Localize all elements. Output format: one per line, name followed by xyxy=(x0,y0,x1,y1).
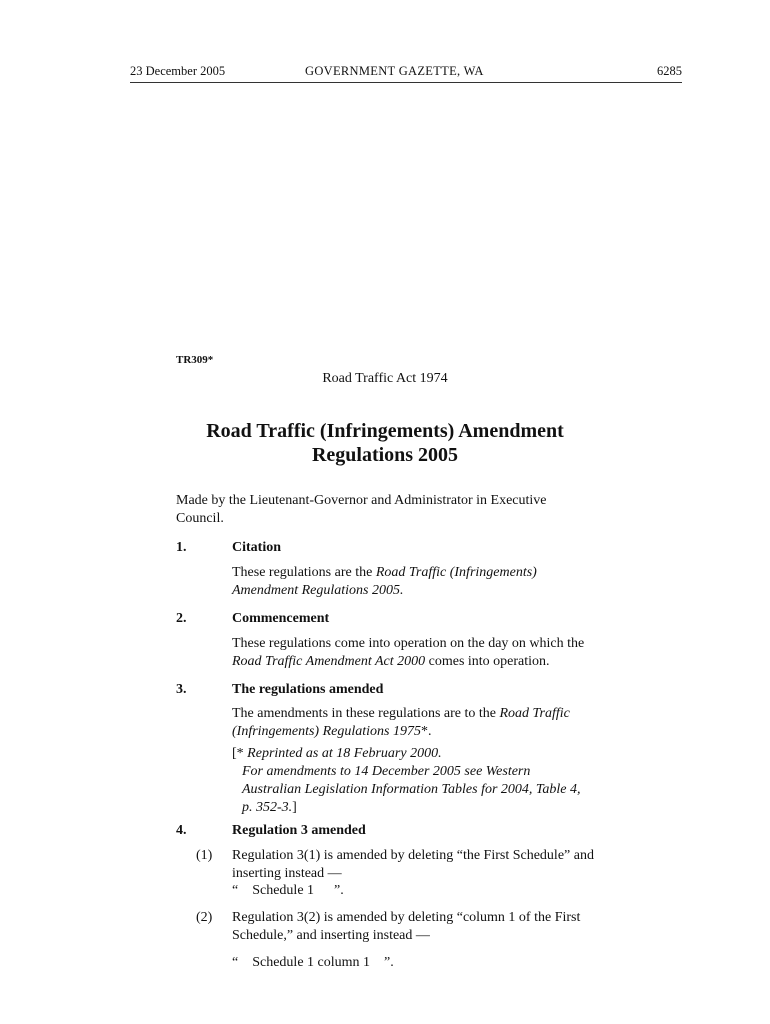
header-date: 23 December 2005 xyxy=(130,64,226,78)
body-text: These regulations are the xyxy=(232,565,376,580)
enacting-line-1: Made by the Lieutenant-Governor and Administrator in Executive xyxy=(176,493,547,508)
body-line-1 xyxy=(232,564,652,582)
subsection-number: (2) xyxy=(196,910,213,925)
body-line-2 xyxy=(232,723,652,741)
subsection-line-2: Schedule,” and inserting instead — xyxy=(232,928,430,943)
body-italic: Road Traffic Amendment Act 2000 xyxy=(232,654,426,669)
footnote-italic: Australian Legislation Information Tables for 2004, Table 4, xyxy=(242,782,581,797)
body-italic: Amendment Regulations 2005. xyxy=(232,583,404,598)
footnote-line-4 xyxy=(232,799,652,817)
footnote-italic: p. 352-3. xyxy=(242,800,293,815)
quoted-text-1 xyxy=(232,883,344,899)
body-line-1: These regulations come into operation on the day on which the xyxy=(232,636,585,651)
body-italic: Road Traffic xyxy=(499,706,570,721)
section-body xyxy=(232,635,652,671)
document-code: TR309* xyxy=(176,354,214,366)
body-text: The amendments in these regulations are to the xyxy=(232,706,500,721)
body-line-2 xyxy=(232,653,652,671)
enacting-formula xyxy=(176,492,616,528)
quote-open: “ xyxy=(232,955,239,970)
quote-close: ”. xyxy=(384,955,394,970)
quoted-text-2 xyxy=(232,955,394,971)
subsection-line-1: Regulation 3(2) is amended by deleting “column 1 of the First xyxy=(232,910,581,925)
subsection-line-2: inserting instead — xyxy=(232,866,342,881)
footnote-italic: For amendments to 14 December 2005 see Western xyxy=(242,764,531,779)
section-heading: Citation xyxy=(232,540,281,555)
body-italic: (Infringements) Regulations 1975 xyxy=(232,724,421,739)
section-body xyxy=(232,705,652,817)
header-page-number: 6285 xyxy=(657,64,682,78)
footnote-italic: Reprinted as at 18 February 2000. xyxy=(247,746,442,761)
act-name: Road Traffic Act 1974 xyxy=(322,371,448,386)
page-header xyxy=(130,64,682,83)
section-heading: The regulations amended xyxy=(232,682,384,697)
footnote-bracket: [* xyxy=(232,746,248,761)
subsection-body xyxy=(232,847,652,883)
section-number: 4. xyxy=(176,823,187,838)
title-line-2: Regulations 2005 xyxy=(311,444,459,466)
body-text: *. xyxy=(420,724,432,739)
quote-content: Schedule 1 column 1 xyxy=(252,955,371,970)
section-body xyxy=(232,564,652,600)
section-heading: Commencement xyxy=(232,611,330,626)
footnote-line-2 xyxy=(232,763,652,781)
body-line-1 xyxy=(232,705,652,723)
footnote-line-3 xyxy=(232,781,652,799)
header-gazette-title: GOVERNMENT GAZETTE, WA xyxy=(305,64,484,78)
subsection-line-1: Regulation 3(1) is amended by deleting “the First Schedule” and xyxy=(232,848,594,863)
title-line-1: Road Traffic (Infringements) Amendment xyxy=(206,420,564,442)
body-italic: Road Traffic (Infringements) xyxy=(375,565,537,580)
section-number: 1. xyxy=(176,540,187,555)
section-number: 2. xyxy=(176,611,187,626)
quote-content: Schedule 1 xyxy=(252,883,315,898)
footnote-bracket: ] xyxy=(292,800,297,815)
quote-open: “ xyxy=(232,883,239,898)
subsection-body xyxy=(232,909,652,945)
document-title xyxy=(0,419,770,467)
enacting-line-2: Council. xyxy=(176,511,224,526)
section-number: 3. xyxy=(176,682,187,697)
footnote-line-1 xyxy=(232,745,652,763)
body-line-2 xyxy=(232,582,652,600)
section-heading: Regulation 3 amended xyxy=(232,823,366,838)
subsection-number: (1) xyxy=(196,848,213,863)
body-text: comes into operation. xyxy=(425,654,550,669)
quote-close: ”. xyxy=(334,883,344,898)
